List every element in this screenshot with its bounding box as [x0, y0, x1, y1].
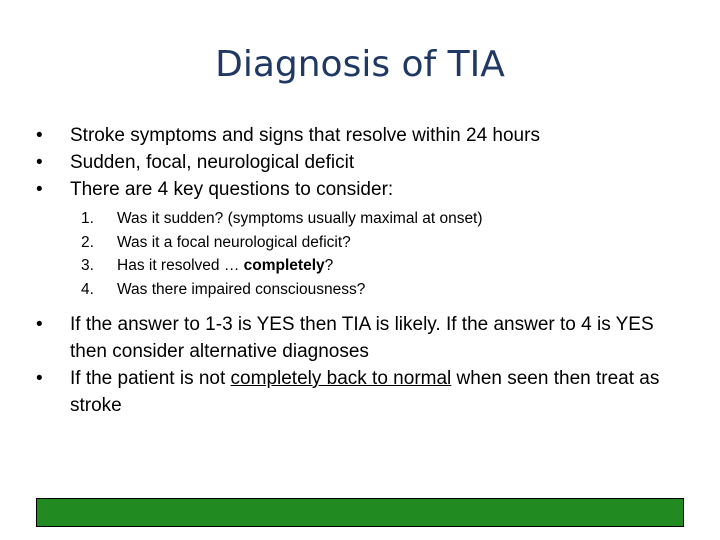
- bullet-text: If the answer to 1-3 is YES then TIA is likely. If the answer to 4 is YES then consider alternative diagnoses: [70, 314, 654, 362]
- question-text-before: Has it resolved …: [117, 257, 244, 274]
- question-text: Was it a focal neurological deficit?: [117, 233, 351, 251]
- bullet-dot: •: [36, 314, 43, 335]
- question-text: Was there impaired consciousness?: [117, 280, 366, 298]
- bullet-item: [36, 311, 686, 365]
- bullet-text-after: when seen then treat as stroke: [70, 368, 660, 416]
- bullet-dot: •: [36, 152, 43, 173]
- bullet-item: [36, 365, 686, 419]
- question-number: 4.: [81, 280, 94, 298]
- question-item: [81, 278, 686, 302]
- bullet-dot: •: [36, 368, 43, 389]
- bullet-text-underlined: completely back to normal: [230, 368, 452, 389]
- bullet-item: [36, 176, 686, 203]
- question-text: [117, 254, 333, 278]
- question-number: 2.: [81, 233, 94, 251]
- bullet-text: There are 4 key questions to consider:: [70, 179, 394, 200]
- question-item: [81, 254, 686, 278]
- question-number: 1.: [81, 210, 94, 227]
- bullet-item: [36, 122, 686, 149]
- question-item: [81, 231, 686, 255]
- question-item: [81, 207, 686, 231]
- question-list: [81, 207, 686, 301]
- bullet-text: Stroke symptoms and signs that resolve within 24 hours: [70, 125, 540, 146]
- question-text: Was it sudden? (symptoms usually maximal at onset): [117, 210, 483, 227]
- bullet-dot: •: [36, 125, 43, 146]
- bullet-dot: •: [36, 179, 43, 200]
- bullet-text-before: If the patient is not: [70, 368, 231, 389]
- question-text-bold: completely: [243, 257, 325, 274]
- bullet-text: [70, 365, 686, 419]
- footer-bar: [36, 498, 684, 527]
- question-number: 3.: [81, 257, 94, 274]
- question-text-after: ?: [324, 257, 334, 274]
- bullet-item: [36, 149, 686, 176]
- slide-title: Diagnosis of TIA: [215, 44, 505, 85]
- bullet-list: [36, 122, 686, 419]
- bullet-text: Sudden, focal, neurological deficit: [70, 152, 355, 173]
